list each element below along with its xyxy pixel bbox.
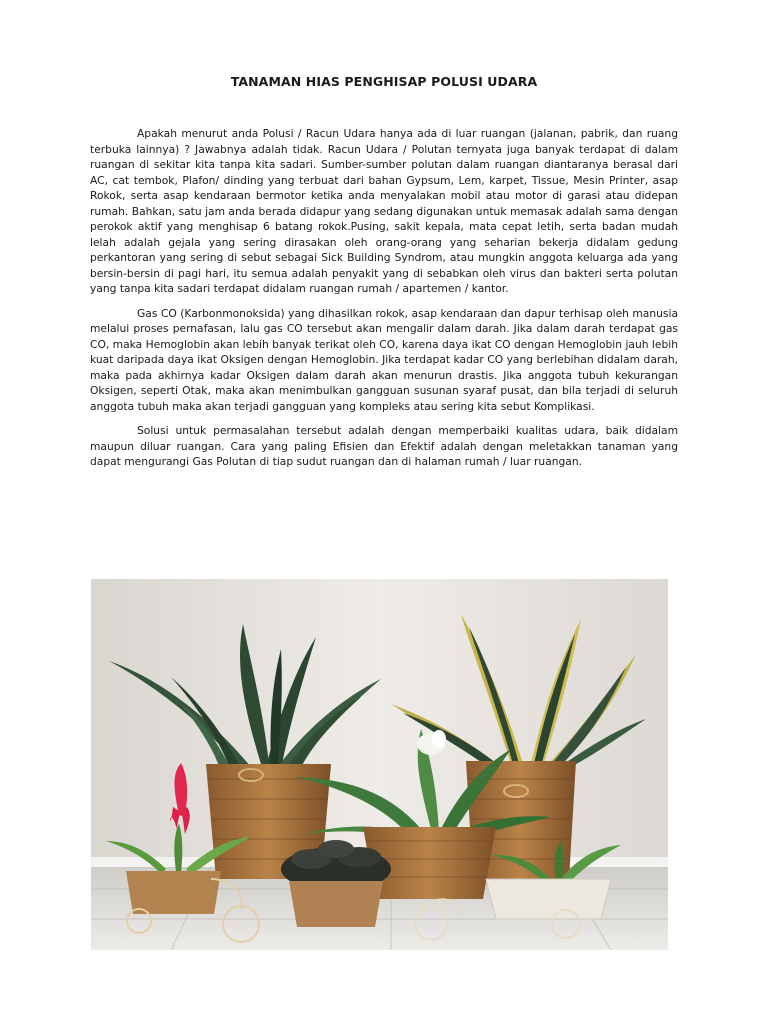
paragraph-3: Solusi untuk permasalahan tersebut adalah dengan memperbaiki kualitas udara, baik didalam maupun diluar ruangan. Cara yang paling Efisien dan Efektif adalah dengan meletakkan tanaman yang dapat mengurangi Gas Polutan di tiap sudut ruangan dan di halaman rumah / luar ruangan. [90, 424, 678, 468]
document-title: TANAMAN HIAS PENGHISAP POLUSI UDARA [230, 74, 538, 89]
white-rattan-cart [486, 879, 611, 919]
wall-shape [91, 579, 668, 869]
rattan-pot-coleus [289, 881, 383, 927]
document-body [90, 126, 678, 479]
paragraph-2: Gas CO (Karbonmonoksida) yang dihasilkan rokok, asap kendaraan dan dapur terhisap oleh manusia melalui proses pernafasan, lalu gas CO tersebut akan mengalir dalam darah. Jika dalam darah terdapat gas CO, maka Hemoglobin akan lebih banyak terikat oleh CO, karena daya ikat CO dengan Hemoglobin jauh lebih kuat daripada daya ikat Oksigen dengan Hemoglobin. Jika terdapat kadar CO yang berlebihan didalam darah, maka pada akhirnya kadar Oksigen dalam darah akan menurun drastis. Jika anggota tubuh kekurangan Oksigen, seperti Otak, maka akan menimbulkan gangguan susunan syaraf pusat, dan bila terjadi di seluruh anggota tubuh maka akan terjadi gangguan yang kompleks atau sering kita sebut Komplikasi. [90, 306, 678, 413]
paragraph-1: Apakah menurut anda Polusi / Racun Udara hanya ada di luar ruangan (jalanan, pabrik, dan ruang terbuka lainnya) ? Jawabnya adalah tidak. Racun Udara / Polutan ternyata juga banyak terdapat di dalam ruangan di sekitar kita tanpa kita sadari. Sumber-sumber polutan dalam ruangan diantaranya berasal dari AC, cat tembok, Plafon/ dinding yang terbuat dari bahan Gypsum, Lem, karpet, Tissue, Mesin Printer, asap Rokok, serta asap kendaraan bermotor ketika anda menyalakan mobil atau motor di garasi atau didepan rumah. Bahkan, satu jam anda berada didapur yang sedang digunakan untuk memasak adalah sama dengan perokok aktif yang menghisap 6 batang rokok.Pusing, sakit kepala, mata cepat letih, serta badan mudah lelah adalah gejala yang sering dirasakan oleh orang-orang yang seharian bekerja didalam gedung perkantoran yang sering di sebut sebagai Sick Building Syndrom, atau mungkin anggota keluarga ada yang bersin-bersin di pagi hari, itu semua adalah penyakit yang di sebabkan oleh virus dan bakteri serta polutan yang tanpa kita sadari terdapat didalam ruangan rumah / apartemen / kantor. [90, 127, 678, 295]
rattan-pot-small-left [126, 871, 221, 914]
potted-plants-photo [91, 579, 668, 950]
